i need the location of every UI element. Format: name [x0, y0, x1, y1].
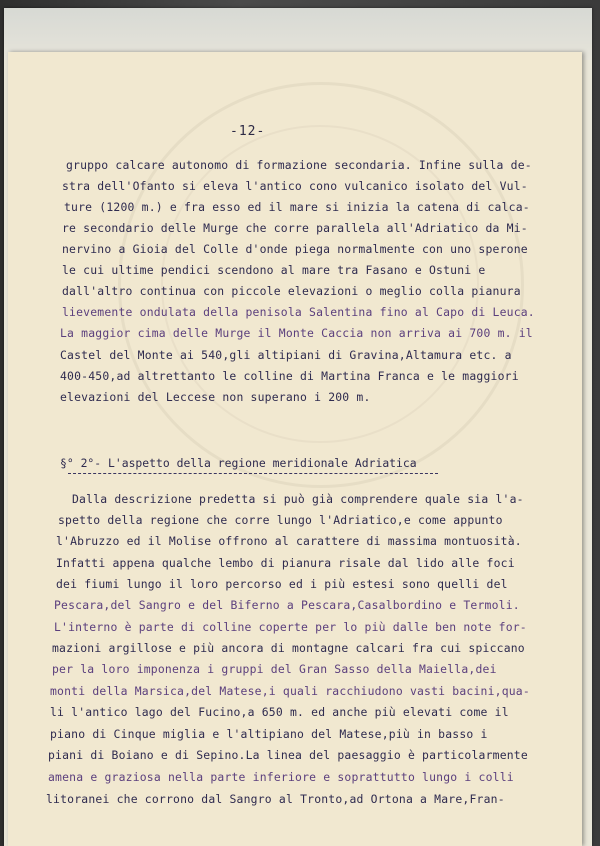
text-line: Castel del Monte ai 540,gli altipiani di Gravina,Altamura etc. a [60, 348, 512, 362]
text-line: dall'altro continua con piccole elevazioni o meglio colla pianura [62, 284, 521, 298]
page-number: -12- [230, 124, 266, 139]
text-line: re secondario delle Murge che corre parallela all'Adriatico da Mi- [62, 221, 528, 235]
text-line: ture (1200 m.) e fra esso ed il mare si inizia la catena di calca- [64, 200, 530, 214]
heading-underline [68, 473, 438, 474]
text-line: amena e graziosa nella parte inferiore e soprattutto lungo i colli [48, 770, 514, 784]
text-line: 400-450,ad altrettanto le colline di Martina Franca e le maggiori [60, 369, 519, 383]
text-line: piani di Boiano e di Sepino.La linea del paesaggio è particolarmente [48, 748, 528, 762]
text-line: li l'antico lago del Fucino,a 650 m. ed anche più elevati come il [50, 705, 509, 719]
text-line: spetto della regione che corre lungo l'Adriatico,e come appunto [58, 513, 503, 527]
text-line: Dalla descrizione predetta si può già comprendere quale sia l'a- [72, 492, 524, 506]
text-line: dei fiumi lungo il loro percorso ed i più estesi sono quelli del [56, 577, 508, 591]
text-line: gruppo calcare autonomo di formazione secondaria. Infine sulla de- [66, 158, 532, 172]
text-line: per la loro imponenza i gruppi del Gran Sasso della Maiella,dei [52, 662, 497, 676]
text-line: nervino a Gioia del Colle d'onde piega normalmente con uno sperone [62, 242, 528, 256]
typewritten-page [8, 52, 582, 846]
text-line: piano di Cinque miglia e l'altipiano del Matese,più in basso i [50, 727, 488, 741]
text-line: stra dell'Ofanto si eleva l'antico cono vulcanico isolato del Vul- [62, 179, 528, 193]
text-line: monti della Marsica,del Matese,i quali racchiudono vasti bacini,qua- [50, 684, 530, 698]
text-line: le cui ultime pendici scendono al mare tra Fasano e Ostuni e [62, 263, 486, 277]
text-line: l'Abruzzo ed il Molise offrono al carattere di massima montuosità. [56, 534, 522, 548]
section-heading: §° 2°- L'aspetto della regione meridionale Adriatica [60, 456, 417, 470]
text-line: La maggior cima delle Murge il Monte Caccia non arriva ai 700 m. il [60, 326, 533, 340]
text-line: Pescara,del Sangro e del Biferno a Pescara,Casalbordino e Termoli. [54, 598, 520, 612]
text-line: litoranei che corrono dal Sangro al Tronto,ad Ortona a Mare,Fran- [46, 792, 505, 806]
text-line: mazioni argillose e più ancora di montagne calcari fra cui spiccano [52, 641, 525, 655]
text-line: elevazioni del Leccese non superano i 200 m. [60, 390, 371, 404]
text-line: lievemente ondulata della penisola Salentina fino al Capo di Leuca. [62, 305, 535, 319]
text-line: Infatti appena qualche lembo di pianura risale dal lido alle foci [56, 556, 515, 570]
text-line: L'interno è parte di colline coperte per lo più dalle ben note for- [54, 620, 527, 634]
